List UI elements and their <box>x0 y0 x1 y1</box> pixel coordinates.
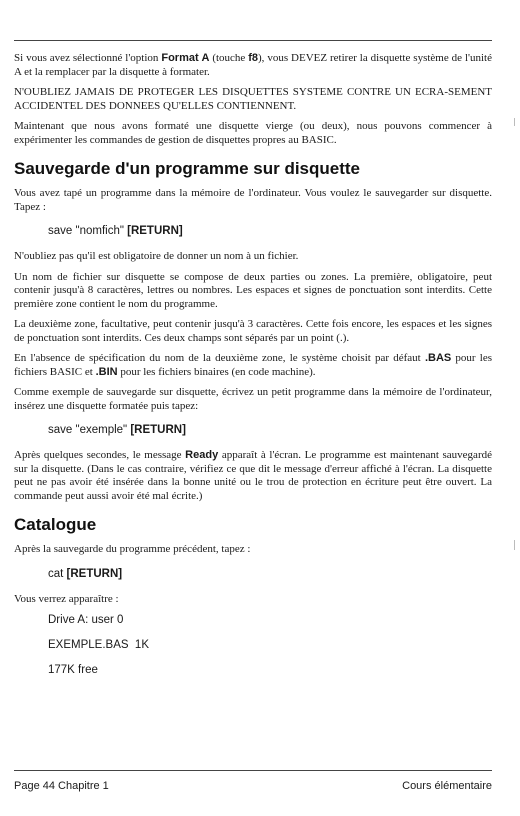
code-save-nomfich <box>48 224 492 238</box>
bold-term: .BIN <box>95 365 118 378</box>
code-save-exemple <box>48 423 492 437</box>
text: Si vous avez sélectionné l'option <box>14 52 162 64</box>
bottom-rule <box>14 770 492 771</box>
key-label: [RETURN] <box>66 567 123 580</box>
page-body <box>14 52 492 688</box>
text: ), vous DEVEZ retirer la disquette système de l'unité A et la remplacer par la disquette à formater. <box>14 52 492 78</box>
bold-term: Ready <box>185 449 219 461</box>
scan-edge-mark <box>514 118 515 126</box>
bold-term: Format A <box>161 52 210 64</box>
text: pour les fichiers binaires (en code machine). <box>117 365 316 378</box>
paragraph-filename-required: N'oubliez pas qu'il est obligatoire de donner un nom à un fichier. <box>14 250 299 262</box>
page-footer <box>14 780 492 792</box>
output-line-drive: Drive A: user 0 <box>48 614 124 626</box>
paragraph-cat-intro: Après la sauvegarde du programme précédent, tapez : <box>14 543 251 555</box>
command-text: save "nomfich" <box>48 225 128 237</box>
heading-catalogue: Catalogue <box>14 515 97 534</box>
key-label: [RETURN] <box>130 424 186 436</box>
paragraph-warning: N'OUBLIEZ JAMAIS DE PROTEGER LES DISQUETTES SYSTEME CONTRE UN ECRA-SEMENT ACCIDENTEL DES DONNEES QU'ELLES CONTIENNENT. <box>14 86 492 112</box>
paragraph-default-extension <box>14 352 492 379</box>
text: Après quelques secondes, le message <box>14 449 186 461</box>
output-line-free: 177K free <box>48 664 98 676</box>
text: (touche <box>209 52 249 64</box>
paragraph-filename-parts: Un nom de fichier sur disquette se compose de deux parties ou zones. La première, obligatoire, peut contenir jusqu'à 8 caractères, lettres ou nombres. Les espaces et signes de ponctuation sont interdits. Cette première zone contient le nom du programme. <box>14 270 492 310</box>
output-line-file: EXEMPLE.BAS 1K <box>48 639 149 651</box>
footer-right: Cours élémentaire <box>402 780 492 792</box>
code-cat <box>48 567 492 581</box>
bold-term: f8 <box>248 52 258 64</box>
text: pour les fichiers BASIC et <box>14 352 492 378</box>
footer-left: Page 44 Chapitre 1 <box>14 780 109 792</box>
top-rule <box>14 40 492 41</box>
key-label: [RETURN] <box>127 225 183 237</box>
paragraph-example: Comme exemple de sauvegarde sur disquette, écrivez un petit programme dans la mémoire de l'ordinateur, insérez une disquette formatée puis tapez: <box>14 386 492 412</box>
paragraph-ready <box>14 449 492 503</box>
text: apparaît à l'écran. Le programme est maintenant sauvegardé sur la disquette. (Dans le cas contraire, vérifiez ce que dit le message d'erreur affiché à l'écran. La disquette peut ne pas avoir été insérée dans la bonne unité ou le trou de protection en écriture peut être ouvert. La commande peut aussi avoir été mal écrite.) <box>14 449 492 502</box>
bold-term: .BAS <box>424 352 452 364</box>
heading-save: Sauvegarde d'un programme sur disquette <box>14 159 361 178</box>
paragraph-output-intro: Vous verrez apparaître : <box>14 592 119 605</box>
text: En l'absence de spécification du nom de la deuxième zone, le système choisit par défaut <box>14 352 425 364</box>
paragraph-format-a <box>14 52 492 79</box>
paragraph-second-zone: La deuxième zone, facultative, peut contenir jusqu'à 3 caractères. Cette fois encore, les espaces et les signes de ponctuation sont interdits. Ces deux champs sont séparés par un point (.). <box>14 318 492 344</box>
paragraph-intro: Maintenant que nous avons formaté une disquette vierge (ou deux), nous pouvons commencer à expérimenter les commandes de gestion de disquettes propres au BASIC. <box>14 120 492 146</box>
paragraph-save-intro: Vous avez tapé un programme dans la mémoire de l'ordinateur. Vous voulez le sauvegarder sur disquette. Tapez : <box>14 187 492 213</box>
command-text: cat <box>48 567 67 580</box>
scan-edge-mark <box>514 540 515 550</box>
command-text: save "exemple" <box>48 424 131 436</box>
